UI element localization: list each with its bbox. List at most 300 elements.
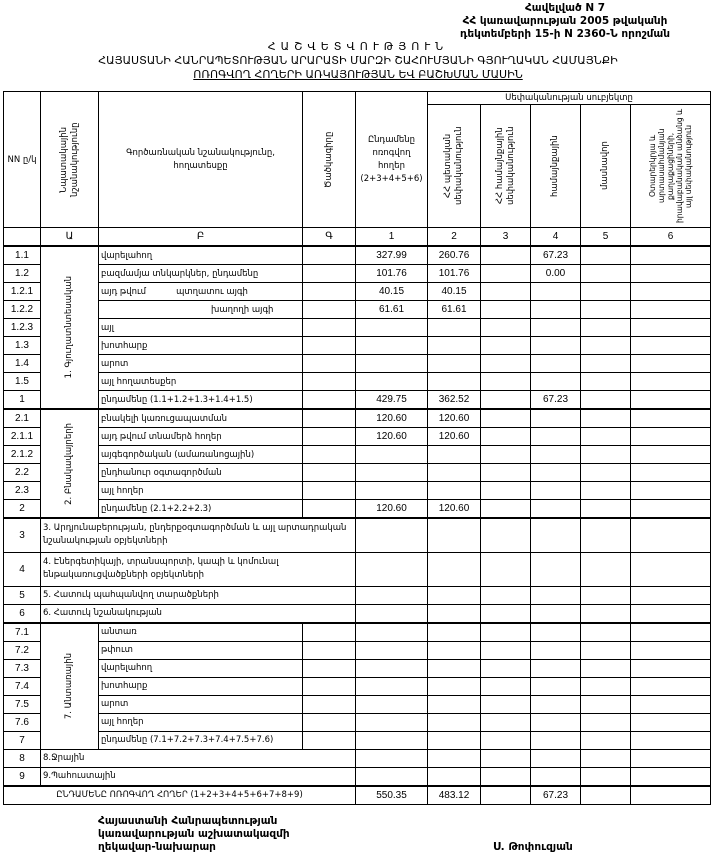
total-cell [356,355,428,373]
header-col4 [531,105,581,228]
foreign-cell [631,265,711,283]
total-cell: 101.76 [356,265,428,283]
row-label-text: բնակելի կառուցապատման [101,413,228,424]
total-cell [356,373,428,391]
total-cell: 327.99 [356,246,428,265]
row-label [99,623,303,642]
group-settlements-label: 2. Բնակավայրերի [64,422,74,505]
row-label-text: այլ հողեր [101,485,144,496]
community-cell [531,373,581,391]
total-cell [356,767,428,786]
row-number: 1.2.1 [4,283,41,301]
state-owned-cell [428,604,481,623]
state-owned-cell: 101.76 [428,265,481,283]
community-owned-cell [481,518,531,552]
total-cell [356,677,428,695]
foreign-cell [631,713,711,731]
row-label-text: ընդամենը (2.1+2.2+2.3) [101,503,212,514]
private-cell [581,500,631,519]
row-number: 1.2.3 [4,319,41,337]
foreign-cell [631,319,711,337]
foreign-cell [631,428,711,446]
community-owned-cell [481,301,531,319]
code-cell [303,713,356,731]
code-cell [303,641,356,659]
state-owned-cell [428,337,481,355]
index-cell: 6 [631,228,711,247]
community-cell [531,283,581,301]
private-cell [581,518,631,552]
row-number: 1 [4,391,41,410]
footer-line-2: կառավարության աշխատակազմի [98,828,290,840]
row-label: 4. Էներգետիկայի, տրանսպորտի, կապի և կոմունալ ենթակառուցվածքների օբյեկտների [41,552,356,586]
row-number: 2.1.2 [4,446,41,464]
title-line-3: ՈՌՈԳՎՈՂ ՀՈՂԵՐԻ ԱՌԿԱՅՈՒԹՅԱՆ ԵՎ ԲԱՇԽՄԱՆ ՄԱՍԻՆ [193,68,523,81]
state-owned-cell [428,446,481,464]
group-forest-label: 7. Անտառային [64,652,74,720]
grand-total-c5 [581,786,631,805]
community-owned-cell [481,319,531,337]
code-cell [303,373,356,391]
community-cell [531,623,581,642]
private-cell [581,373,631,391]
group-agricultural [41,246,99,409]
foreign-cell [631,373,711,391]
annex-note [420,2,710,41]
column-index-row [4,228,711,247]
state-owned-cell: 260.76 [428,246,481,265]
header-total: Ընդամենը ոռոգվող հողեր (2+3+4+5+6) [356,92,428,228]
table-row [4,355,711,373]
index-cell: Բ [99,228,303,247]
grand-total-c2: 483.12 [428,786,481,805]
row-number: 6 [4,604,41,623]
row-label-text: ընդամենը (7.1+7.2+7.3+7.4+7.5+7.6) [101,735,274,745]
community-owned-cell [481,373,531,391]
total-cell [356,337,428,355]
total-cell [356,623,428,642]
row-label-text: խոտհարք [101,340,148,351]
community-owned-cell [481,500,531,519]
header-ownership: Սեփականության սուբյեկտը [428,92,711,105]
index-cell: Ա [41,228,99,247]
row-label [99,355,303,373]
state-owned-cell [428,355,481,373]
code-cell [303,695,356,713]
row-label [99,373,303,391]
state-owned-cell [428,464,481,482]
community-cell [531,301,581,319]
state-owned-cell [428,749,481,767]
private-cell [581,604,631,623]
community-cell [531,428,581,446]
code-cell [303,355,356,373]
row-number: 1.1 [4,246,41,265]
row-label-text: այդ թվում տնամերձ հողեր [101,431,222,442]
foreign-cell [631,500,711,519]
state-owned-cell [428,586,481,604]
total-cell [356,731,428,749]
total-cell [356,518,428,552]
table-row [4,767,711,786]
total-cell: 120.60 [356,409,428,428]
community-cell [531,713,581,731]
community-cell [531,641,581,659]
state-owned-cell [428,695,481,713]
row-label [99,446,303,464]
code-cell [303,265,356,283]
table-row [4,659,711,677]
community-owned-cell [481,446,531,464]
table-row [4,552,711,586]
state-owned-cell [428,731,481,749]
row-sublabel-text: խաղողի այգի [211,304,274,315]
state-owned-cell [428,552,481,586]
foreign-cell [631,246,711,265]
community-cell [531,731,581,749]
private-cell [581,482,631,500]
state-owned-cell [428,518,481,552]
community-owned-cell [481,604,531,623]
private-cell [581,695,631,713]
annex-line-1: Հավելված N 7 [524,2,606,14]
community-owned-cell [481,464,531,482]
group-agricultural-label: 1. Գյուղատնտեսական [64,276,74,379]
row-number: 7.5 [4,695,41,713]
community-owned-cell [481,695,531,713]
footer-signatory [98,815,290,854]
total-cell [356,319,428,337]
code-cell [303,391,356,410]
foreign-cell [631,604,711,623]
state-owned-cell [428,659,481,677]
table-row [4,604,711,623]
foreign-cell [631,552,711,586]
row-label-text: խոտհարք [101,681,148,691]
private-cell [581,586,631,604]
community-cell [531,695,581,713]
table-row [4,464,711,482]
state-owned-cell [428,482,481,500]
private-cell [581,301,631,319]
row-label-text: թփուտ [101,645,133,655]
community-owned-cell [481,246,531,265]
document-title [0,40,716,82]
table-row [4,409,711,428]
header-col2-text: ՀՀ պետական սեփականություն [443,126,464,206]
total-cell: 120.60 [356,428,428,446]
table-row [4,518,711,552]
row-number: 1.4 [4,355,41,373]
state-owned-cell: 120.60 [428,428,481,446]
row-number: 7 [4,731,41,749]
row-label [99,409,303,428]
header-col4-text: համայնքային [550,135,560,197]
table-row [4,586,711,604]
row-number: 2.1.1 [4,428,41,446]
community-cell [531,518,581,552]
row-label-text: ընդամենը (1.1+1.2+1.3+1.4+1.5) [101,394,253,405]
row-label-text: այլ հողեր [101,717,144,727]
private-cell [581,552,631,586]
footer-line-1: Հայաստանի Հանրապետության [98,815,278,827]
community-cell: 0.00 [531,265,581,283]
table-row [4,749,711,767]
private-cell [581,319,631,337]
row-label: 8.Ջրային [41,749,356,767]
private-cell [581,355,631,373]
private-cell [581,446,631,464]
community-owned-cell [481,641,531,659]
private-cell [581,623,631,642]
foreign-cell [631,641,711,659]
row-number: 1.5 [4,373,41,391]
table-row [4,713,711,731]
grand-total-total: 550.35 [356,786,428,805]
foreign-cell [631,283,711,301]
community-cell [531,552,581,586]
table-row [4,428,711,446]
row-number: 2.2 [4,464,41,482]
community-owned-cell [481,391,531,410]
group-forest [41,623,99,750]
row-label-text: վարելահող [101,663,153,673]
total-cell [356,659,428,677]
grand-total-c4: 67.23 [531,786,581,805]
total-cell [356,482,428,500]
row-number: 2.1 [4,409,41,428]
state-owned-cell [428,677,481,695]
state-owned-cell: 362.52 [428,391,481,410]
community-owned-cell [481,482,531,500]
total-cell: 429.75 [356,391,428,410]
index-cell: Գ [303,228,356,247]
community-owned-cell [481,428,531,446]
community-cell: 67.23 [531,246,581,265]
land-report-table [3,91,711,805]
foreign-cell [631,623,711,642]
code-cell [303,731,356,749]
community-cell [531,482,581,500]
community-cell [531,355,581,373]
community-cell [531,409,581,428]
index-cell: 3 [481,228,531,247]
total-cell [356,695,428,713]
private-cell [581,749,631,767]
row-number: 7.1 [4,623,41,642]
code-cell [303,337,356,355]
community-owned-cell [481,355,531,373]
private-cell [581,731,631,749]
header-col6-text: Օտարերկրյա և արտասահմանյան քաղաքացիների, իրավաբանական անձանց և այլ սեփականություն [648,108,694,224]
annex-line-3: դեկտեմբերի 15-ի N 2360-Ն որոշման [459,28,671,40]
table-row [4,500,711,519]
foreign-cell [631,695,711,713]
row-label [99,731,303,749]
foreign-cell [631,482,711,500]
foreign-cell [631,677,711,695]
table-row [4,695,711,713]
total-cell [356,552,428,586]
row-label [99,428,303,446]
state-owned-cell: 61.61 [428,301,481,319]
code-cell [303,623,356,642]
row-label-text: այգեգործական (ամառանոցային) [101,449,255,460]
private-cell [581,641,631,659]
row-number: 7.4 [4,677,41,695]
community-cell [531,677,581,695]
header-code [303,92,356,228]
community-cell [531,749,581,767]
code-cell [303,283,356,301]
private-cell [581,659,631,677]
community-owned-cell [481,659,531,677]
state-owned-cell [428,373,481,391]
header-col5-text: մասնավոր [600,141,610,191]
community-cell [531,319,581,337]
table-row [4,265,711,283]
foreign-cell [631,409,711,428]
private-cell [581,337,631,355]
code-cell [303,500,356,519]
title-line-2: ՀԱՅԱՍՏԱՆԻ ՀԱՆՐԱՊԵՏՈՒԹՅԱՆ ԱՐԱՐԱՏԻ ՄԱՐԶԻ ՇԱՀՈՒՄՅԱՆԻ ԳՅՈՒՂԱԿԱՆ ՀԱՄԱՅՆՔԻ [98,54,618,67]
row-label [99,659,303,677]
table-row [4,482,711,500]
row-label-text: վարելահող [101,250,153,261]
row-label [99,246,303,265]
community-cell [531,767,581,786]
foreign-cell [631,446,711,464]
signature-name: Ս. Թոփուզյան [493,841,573,853]
code-cell [303,409,356,428]
community-owned-cell [481,749,531,767]
row-label-text: այլ [101,322,114,333]
row-sublabel-text: պտղատու այգի [176,286,248,297]
community-owned-cell [481,623,531,642]
private-cell [581,246,631,265]
row-label-text: արոտ [101,699,129,709]
table-row [4,623,711,642]
row-label: 9.Պահուստային [41,767,356,786]
group-settlements [41,409,99,518]
community-cell: 67.23 [531,391,581,410]
total-cell [356,464,428,482]
private-cell [581,677,631,695]
code-cell [303,659,356,677]
header-col2 [428,105,481,228]
index-cell: 5 [581,228,631,247]
community-owned-cell [481,731,531,749]
total-cell [356,604,428,623]
community-owned-cell [481,677,531,695]
foreign-cell [631,464,711,482]
table-row [4,319,711,337]
foreign-cell [631,518,711,552]
community-owned-cell [481,552,531,586]
row-number: 3 [4,518,41,552]
state-owned-cell [428,319,481,337]
index-cell [4,228,41,247]
state-owned-cell: 120.60 [428,500,481,519]
header-col6 [631,105,711,228]
community-cell [531,337,581,355]
code-cell [303,428,356,446]
header-category-text: Նպատակային նշանակությունը [58,122,80,197]
foreign-cell [631,301,711,319]
grand-total-c3 [481,786,531,805]
code-cell [303,246,356,265]
foreign-cell [631,659,711,677]
grand-total-label: ԸՆԴԱՄԵՆԸ ՈՌՈԳՎՈՂ ՀՈՂԵՐ (1+2+3+4+5+6+7+8+9) [4,786,356,805]
grand-total-c6 [631,786,711,805]
community-owned-cell [481,767,531,786]
state-owned-cell: 120.60 [428,409,481,428]
private-cell [581,428,631,446]
code-cell [303,301,356,319]
foreign-cell [631,749,711,767]
row-label [99,265,303,283]
community-cell [531,659,581,677]
community-cell [531,586,581,604]
state-owned-cell [428,767,481,786]
row-label [99,695,303,713]
community-owned-cell [481,409,531,428]
row-label: 6. Հատուկ նշանակության [41,604,356,623]
table-row [4,641,711,659]
community-cell [531,446,581,464]
table-row [4,246,711,265]
footer-line-3: ղեկավար-նախարար [98,841,216,853]
row-number: 9 [4,767,41,786]
total-cell: 120.60 [356,500,428,519]
index-cell: 4 [531,228,581,247]
index-cell: 1 [356,228,428,247]
total-cell: 40.15 [356,283,428,301]
row-label [99,677,303,695]
private-cell [581,391,631,410]
row-label-text: այդ թվում [101,286,147,297]
row-number: 1.3 [4,337,41,355]
row-label [99,337,303,355]
row-label [99,301,303,319]
row-label [99,500,303,519]
row-label-text: բազմամյա տնկարկներ, ընդամենը [101,268,259,279]
community-owned-cell [481,283,531,301]
row-number: 1.2.2 [4,301,41,319]
private-cell [581,409,631,428]
header-category [41,92,99,228]
header-col5 [581,105,631,228]
row-label: 5. Հատուկ պահպանվող տարածքների [41,586,356,604]
header-function: Գործառնական նշանակությունը, հողատեսքը [99,92,303,228]
row-number: 7.6 [4,713,41,731]
header-code-text: Ծածկագիրը [323,131,334,188]
community-owned-cell [481,337,531,355]
community-owned-cell [481,265,531,283]
total-cell: 61.61 [356,301,428,319]
row-number: 8 [4,749,41,767]
grand-total-row [4,786,711,805]
table-row [4,373,711,391]
community-cell [531,500,581,519]
row-number: 4 [4,552,41,586]
row-label [99,283,303,301]
private-cell [581,767,631,786]
row-label-text: արոտ [101,358,129,369]
private-cell [581,265,631,283]
header-nn: NN ը/կ [4,92,41,228]
total-cell [356,749,428,767]
